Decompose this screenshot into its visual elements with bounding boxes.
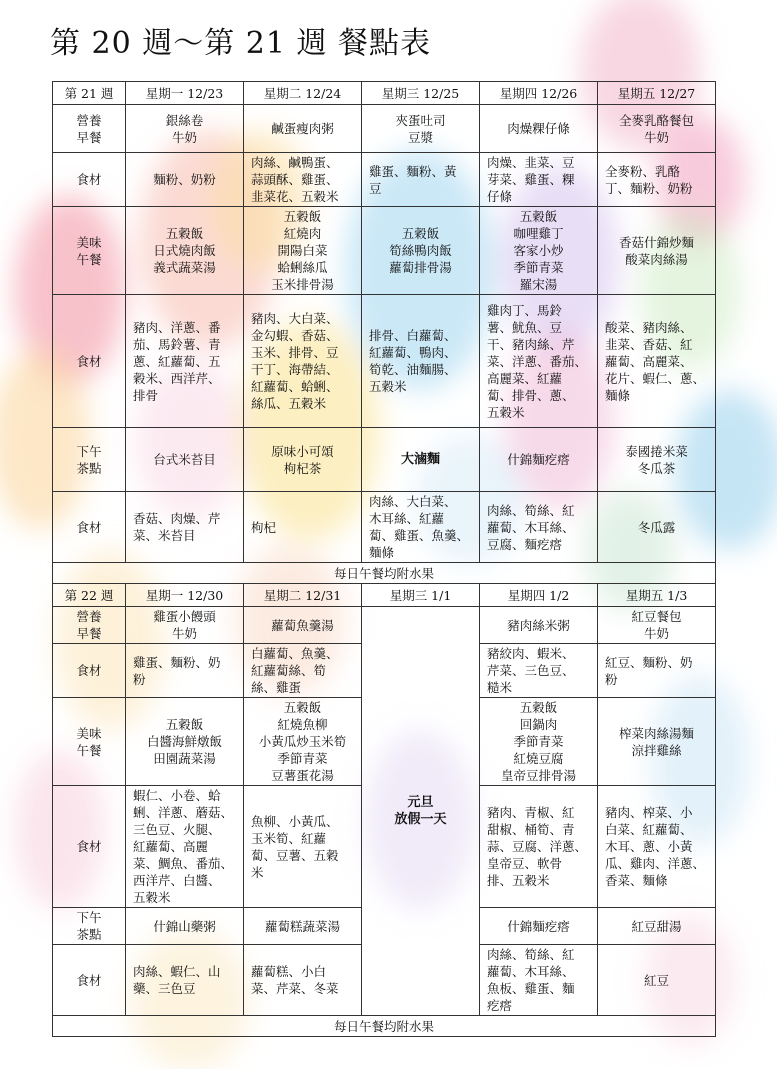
- cell-line: 肉絲、蝦仁、山: [133, 964, 221, 979]
- day-header: 星期五 12/27: [598, 82, 716, 105]
- cell-line: 蜊、洋蔥、蘑菇、: [133, 805, 234, 820]
- cell-line: 蛤蜊絲瓜: [277, 260, 328, 275]
- breakfast-cell: [126, 105, 244, 153]
- cell-line: 麵粉、奶粉: [153, 172, 216, 187]
- lunch-cell: [480, 207, 598, 295]
- day-header: 星期二 12/31: [244, 584, 362, 607]
- cell-line: 泰國捲米菜: [625, 443, 688, 459]
- cell-line: 五穀飯: [519, 700, 558, 715]
- cell-line: 蘿蔔、木耳絲、: [487, 519, 575, 535]
- cell-line: 早餐: [76, 626, 102, 641]
- cell-line: 疙瘩: [487, 998, 513, 1013]
- cell-line: 蔔、豆薯、五穀: [251, 847, 339, 863]
- cell-line: 五穀飯: [165, 226, 204, 241]
- cell-line: 五穀米: [487, 404, 525, 420]
- lunch-cell: [126, 698, 244, 786]
- cell-line: 香菇、肉燥、芹: [133, 511, 221, 526]
- breakfast-ingredients-cell: [244, 644, 362, 698]
- cell-line: 花片、蝦仁、蔥、: [605, 370, 706, 386]
- note-row: [53, 1016, 716, 1037]
- breakfast-ingredients-cell: [598, 644, 716, 698]
- week-label: 第 22 週: [53, 584, 126, 607]
- lunch-ingredients-cell: [244, 295, 362, 428]
- cell-line: 五穀飯: [283, 209, 322, 224]
- cell-line: 香菜、麵條: [605, 873, 668, 888]
- cell-line: 雞肉丁、馬鈴: [487, 302, 563, 318]
- lunch-cell: [244, 698, 362, 786]
- day-header: 星期一 12/30: [126, 584, 244, 607]
- lunch-ingredients-cell: [598, 786, 716, 908]
- cell-line: 糙米: [487, 680, 513, 695]
- cell-line: 季節青菜: [513, 734, 564, 749]
- cell-line: 酸菜肉絲湯: [625, 251, 688, 267]
- row-label: [53, 607, 126, 644]
- row-label: [53, 428, 126, 492]
- cell-line: 台式米苔目: [153, 452, 216, 467]
- cell-line: 豆薯蛋花湯: [271, 768, 334, 783]
- cell-line: 牛奶: [171, 129, 197, 145]
- cell-line: 季節青菜: [513, 260, 564, 275]
- cell-line: 紅蘿蔔、高麗: [133, 839, 209, 854]
- cell-line: 排、五穀米: [487, 873, 550, 888]
- cell-line: 五穀飯: [165, 717, 204, 732]
- breakfast-cell: [598, 607, 716, 644]
- snack-ingredients-cell: [362, 492, 480, 563]
- cell-line: 客家小炒: [513, 243, 564, 258]
- cell-line: 蒜頭酥、雞蛋、: [251, 172, 339, 187]
- cell-line: 西洋芹、白醬、: [133, 873, 221, 888]
- cell-line: 甜椒、桶筍、青: [487, 822, 575, 837]
- cell-line: 紅豆: [643, 972, 669, 988]
- snack-ingredients-cell: [126, 492, 244, 563]
- cell-line: 蘿蔔糕、小白: [251, 964, 327, 979]
- cell-line: 原味小可頌: [271, 443, 334, 459]
- cell-line: 金勾蝦、香菇、: [251, 328, 339, 343]
- breakfast-cell: [480, 105, 598, 153]
- cell-line: 日式燒肉飯: [153, 243, 216, 258]
- cell-line: 什錦麵疙瘩: [507, 918, 570, 934]
- cell-line: 小黃瓜炒玉米筍: [258, 734, 347, 749]
- breakfast-cell: [362, 105, 480, 153]
- cell-line: 牛奶: [643, 129, 669, 145]
- breakfast-row: [53, 607, 716, 644]
- cell-line: 粉: [605, 671, 618, 687]
- lunch-cell: [244, 207, 362, 295]
- day-header: 星期二 12/24: [244, 82, 362, 105]
- lunch-ingredients-cell: [598, 295, 716, 428]
- breakfast-ingredients-cell: [480, 644, 598, 698]
- breakfast-ingredients-cell: [244, 153, 362, 207]
- cell-line: 瓜、雞肉、洋蔥、: [605, 856, 706, 871]
- cell-line: 豬絞肉、蝦米、: [487, 646, 575, 661]
- snack-cell: [244, 908, 362, 945]
- cell-line: 咖哩雞丁: [513, 226, 564, 241]
- cell-line: 蘿蔔、高麗菜、: [605, 353, 693, 369]
- day-header: 星期三 1/1: [362, 584, 480, 607]
- cell-line: 肉絲、大白菜、: [369, 494, 457, 509]
- cell-line: 韭菜、香菇、紅: [605, 336, 693, 352]
- breakfast-ingredients-cell: [126, 153, 244, 207]
- cell-line: 午餐: [76, 251, 102, 267]
- cell-line: 牛奶: [643, 626, 669, 641]
- cell-line: 冬瓜露: [637, 519, 676, 535]
- cell-line: 蝦仁、小卷、蛤: [133, 788, 221, 803]
- cell-line: 雞蛋、麵粉、黃: [369, 163, 457, 179]
- lunch-cell: [598, 698, 716, 786]
- cell-line: 開陽白菜: [277, 243, 328, 258]
- row-label: [53, 644, 126, 698]
- cell-line: 雞蛋、麵粉、奶: [133, 654, 221, 670]
- cell-line: 肉絲、筍絲、紅: [487, 502, 575, 518]
- cell-line: 菜、鯛魚、番茄、: [133, 856, 234, 871]
- cell-line: 全麥乳酪餐包: [618, 112, 694, 128]
- cell-line: 仔條: [487, 189, 513, 204]
- snack-ingredients-row: [53, 492, 716, 563]
- cell-line: 枸杞茶: [283, 460, 322, 476]
- cell-line: 菜、米苔目: [133, 528, 196, 543]
- cell-line: 皇帝豆排骨湯: [500, 768, 576, 783]
- cell-line: 下午: [76, 910, 102, 925]
- cell-line: 什錦麵疙瘩: [507, 452, 570, 467]
- snack-cell: [480, 428, 598, 492]
- snack-ingredients-cell: [480, 492, 598, 563]
- cell-line: 排骨: [133, 387, 159, 403]
- cell-line: 食材: [76, 972, 102, 988]
- cell-line: 菜、芹菜、冬菜: [251, 981, 339, 996]
- cell-line: 早餐: [76, 129, 102, 145]
- daily-note: 每日午餐均附水果: [53, 1016, 716, 1037]
- cell-line: 麵條: [369, 545, 395, 560]
- cell-line: 干、豬肉絲、芹: [487, 336, 575, 352]
- cell-line: 蘿蔔排骨湯: [389, 260, 452, 275]
- cell-line: 紅豆甜湯: [631, 918, 682, 934]
- day-header: 星期四 12/26: [480, 82, 598, 105]
- row-label: [53, 295, 126, 428]
- cell-line: 三色豆、火腿、: [133, 822, 221, 837]
- week-header-row: [53, 82, 716, 105]
- lunch-cell: [126, 207, 244, 295]
- cell-line: 蒜、豆腐、洋蔥、: [487, 839, 588, 854]
- cell-line: 榨菜肉絲湯麵: [618, 725, 694, 741]
- cell-line: 營養: [76, 112, 102, 128]
- cell-line: 豬肉、大白菜、: [251, 311, 339, 326]
- cell-line: 茶點: [76, 460, 102, 476]
- snack-cell: [362, 428, 480, 492]
- cell-line: 食材: [76, 839, 102, 854]
- week-label: 第 21 週: [53, 82, 126, 105]
- cell-line: 牛奶: [171, 626, 197, 641]
- cell-line: 美味: [76, 234, 102, 250]
- week-header-row: [53, 584, 716, 607]
- day-header: 星期五 1/3: [598, 584, 716, 607]
- cell-line: 什錦山藥粥: [153, 918, 216, 934]
- cell-line: 五穀米: [133, 890, 171, 905]
- breakfast-row: [53, 105, 716, 153]
- cell-line: 干丁、海帶結、: [251, 362, 339, 377]
- cell-line: 紅燒豆腐: [513, 751, 564, 766]
- cell-line: 麵條: [605, 387, 631, 403]
- cell-line: 五穀飯: [401, 226, 440, 241]
- row-label: [53, 945, 126, 1016]
- cell-line: 粉: [133, 671, 146, 687]
- cell-line: 薯、魷魚、豆: [487, 319, 563, 335]
- cell-line: 玉米筍、紅蘿: [251, 830, 327, 846]
- cell-line: 木耳絲、紅蘿: [369, 511, 445, 526]
- cell-line: 穀米、西洋芹、: [133, 370, 221, 386]
- cell-line: 魚板、雞蛋、麵: [487, 981, 575, 996]
- lunch-ingredients-row: [53, 295, 716, 428]
- cell-line: 季節青菜: [277, 751, 328, 766]
- cell-line: 雞蛋小饅頭: [153, 609, 216, 624]
- cell-line: 肉燥、韭菜、豆: [487, 155, 575, 170]
- menu-table: [52, 81, 716, 1037]
- cell-line: 紅燒魚柳: [277, 717, 328, 732]
- cell-line: 大滷麵: [400, 452, 440, 467]
- cell-line: 紅豆、麵粉、奶: [605, 654, 693, 670]
- cell-line: 蔥、紅蘿蔔、五: [133, 353, 221, 369]
- breakfast-ingredients-row: [53, 153, 716, 207]
- snack-cell: [598, 908, 716, 945]
- snack-ingredients-cell: [598, 945, 716, 1016]
- snack-row: [53, 428, 716, 492]
- cell-line: 白醬海鮮燉飯: [146, 734, 222, 749]
- cell-line: 銀絲卷: [165, 112, 204, 128]
- cell-line: 皇帝豆、軟骨: [487, 856, 563, 871]
- cell-line: 田園蔬菜湯: [153, 751, 216, 766]
- breakfast-cell: [480, 607, 598, 644]
- day-header: 星期三 12/25: [362, 82, 480, 105]
- day-header: 星期一 12/23: [126, 82, 244, 105]
- cell-line: 蔔、雞蛋、魚羹、: [369, 528, 470, 543]
- lunch-ingredients-cell: [362, 295, 480, 428]
- lunch-ingredients-cell: [126, 786, 244, 908]
- lunch-ingredients-cell: [126, 295, 244, 428]
- row-label: [53, 105, 126, 153]
- snack-cell: [598, 428, 716, 492]
- row-label: [53, 908, 126, 945]
- cell-line: 肉燥粿仔條: [507, 121, 570, 136]
- lunch-row: [53, 207, 716, 295]
- cell-line: 丁、麵粉、奶粉: [605, 180, 693, 196]
- cell-line: 義式蔬菜湯: [153, 260, 216, 275]
- cell-line: 香菇什錦炒麵: [618, 234, 694, 250]
- cell-line: 枸杞: [251, 519, 277, 535]
- cell-line: 紅燒肉: [283, 226, 322, 241]
- snack-ingredients-cell: [244, 945, 362, 1016]
- daily-note: 每日午餐均附水果: [53, 563, 716, 584]
- cell-line: 米: [251, 864, 264, 880]
- cell-line: 絲瓜、五穀米: [251, 396, 327, 411]
- day-header: 星期四 1/2: [480, 584, 598, 607]
- cell-line: 酸菜、豬肉絲、: [605, 319, 693, 335]
- breakfast-ingredients-cell: [126, 644, 244, 698]
- breakfast-cell: [244, 607, 362, 644]
- snack-cell: [126, 908, 244, 945]
- cell-line: 玉米、排骨、豆: [251, 345, 339, 360]
- cell-line: 豆漿: [407, 129, 433, 145]
- breakfast-ingredients-cell: [598, 153, 716, 207]
- snack-ingredients-cell: [126, 945, 244, 1016]
- breakfast-cell: [244, 105, 362, 153]
- row-label: [53, 786, 126, 908]
- cell-line: 食材: [76, 519, 102, 535]
- cell-line: 高麗菜、紅蘿: [487, 370, 563, 386]
- cell-line: 豆: [369, 180, 382, 196]
- cell-line: 茶點: [76, 927, 102, 942]
- cell-line: 紅豆餐包: [631, 609, 682, 624]
- cell-line: 五穀米: [369, 379, 407, 394]
- cell-line: 木耳、蔥、小黃: [605, 839, 693, 854]
- cell-line: 豬肉、青椒、紅: [487, 805, 575, 820]
- row-label: [53, 492, 126, 563]
- snack-ingredients-cell: [244, 492, 362, 563]
- holiday-cell: [362, 607, 480, 1016]
- cell-line: 元旦: [407, 795, 434, 810]
- cell-line: 肉絲、鹹鴨蛋、: [251, 155, 339, 170]
- lunch-ingredients-cell: [480, 786, 598, 908]
- cell-line: 豬肉、洋蔥、番: [133, 319, 221, 335]
- cell-line: 食材: [76, 172, 102, 187]
- cell-line: 放假一天: [394, 812, 447, 827]
- cell-line: 紅蘿蔔絲、筍: [251, 663, 327, 678]
- cell-line: 食材: [76, 663, 102, 678]
- cell-line: 紅蘿蔔、鴨肉、: [369, 345, 457, 360]
- cell-line: 肉絲、筍絲、紅: [487, 947, 575, 962]
- cell-line: 五穀飯: [283, 700, 322, 715]
- cell-line: 紅蘿蔔、蛤蜊、: [251, 379, 339, 394]
- cell-line: 營養: [76, 609, 102, 624]
- cell-line: 芹菜、三色豆、: [487, 663, 575, 678]
- snack-ingredients-cell: [480, 945, 598, 1016]
- cell-line: 筍絲鴨肉飯: [389, 243, 452, 258]
- cell-line: 蘿蔔、木耳絲、: [487, 964, 575, 979]
- cell-line: 絲、雞蛋: [251, 680, 302, 695]
- cell-line: 白蘿蔔、魚羹、: [251, 646, 339, 661]
- breakfast-ingredients-cell: [362, 153, 480, 207]
- cell-line: 菜、洋蔥、番茄、: [487, 353, 588, 369]
- row-label: [53, 207, 126, 295]
- cell-line: 豆腐、麵疙瘩: [487, 536, 563, 552]
- cell-line: 下午: [76, 443, 102, 459]
- cell-line: 午餐: [76, 742, 102, 758]
- cell-line: 蘿蔔魚羹湯: [271, 617, 334, 633]
- lunch-ingredients-cell: [244, 786, 362, 908]
- snack-cell: [126, 428, 244, 492]
- snack-ingredients-cell: [598, 492, 716, 563]
- cell-line: 鹹蛋瘦肉粥: [271, 121, 334, 136]
- page-title: 第 20 週～第 21 週 餐點表: [50, 26, 432, 61]
- cell-line: 回鍋肉: [519, 717, 558, 732]
- cell-line: 全麥粉、乳酪: [605, 163, 681, 179]
- breakfast-cell: [598, 105, 716, 153]
- cell-line: 美味: [76, 725, 102, 741]
- row-label: [53, 698, 126, 786]
- cell-line: 藥、三色豆: [133, 981, 196, 996]
- lunch-cell: [598, 207, 716, 295]
- row-label: [53, 153, 126, 207]
- cell-line: 韭菜花、五穀米: [251, 189, 339, 204]
- cell-line: 白菜、紅蘿蔔、: [605, 822, 693, 837]
- cell-line: 排骨、白蘿蔔、: [369, 328, 457, 343]
- snack-cell: [244, 428, 362, 492]
- cell-line: 五穀飯: [519, 209, 558, 224]
- cell-line: 玉米排骨湯: [271, 277, 334, 292]
- cell-line: 芽菜、雞蛋、粿: [487, 172, 575, 187]
- breakfast-ingredients-cell: [480, 153, 598, 207]
- cell-line: 蔔、排骨、蔥、: [487, 387, 575, 403]
- cell-line: 魚柳、小黃瓜、: [251, 813, 339, 829]
- cell-line: 筍乾、油麵腸、: [369, 362, 457, 377]
- cell-line: 豬肉絲米粥: [507, 617, 570, 633]
- cell-line: 夾蛋吐司: [395, 112, 446, 128]
- cell-line: 茄、馬鈴薯、青: [133, 336, 221, 352]
- cell-line: 食材: [76, 353, 102, 369]
- breakfast-cell: [126, 607, 244, 644]
- cell-line: 涼拌雞絲: [631, 742, 682, 758]
- lunch-cell: [362, 207, 480, 295]
- cell-line: 羅宋湯: [519, 277, 558, 292]
- lunch-ingredients-cell: [480, 295, 598, 428]
- snack-cell: [480, 908, 598, 945]
- lunch-cell: [480, 698, 598, 786]
- cell-line: 冬瓜茶: [637, 460, 676, 476]
- note-row: [53, 563, 716, 584]
- cell-line: 蘿蔔糕蔬菜湯: [264, 918, 340, 934]
- cell-line: 豬肉、榨菜、小: [605, 805, 693, 820]
